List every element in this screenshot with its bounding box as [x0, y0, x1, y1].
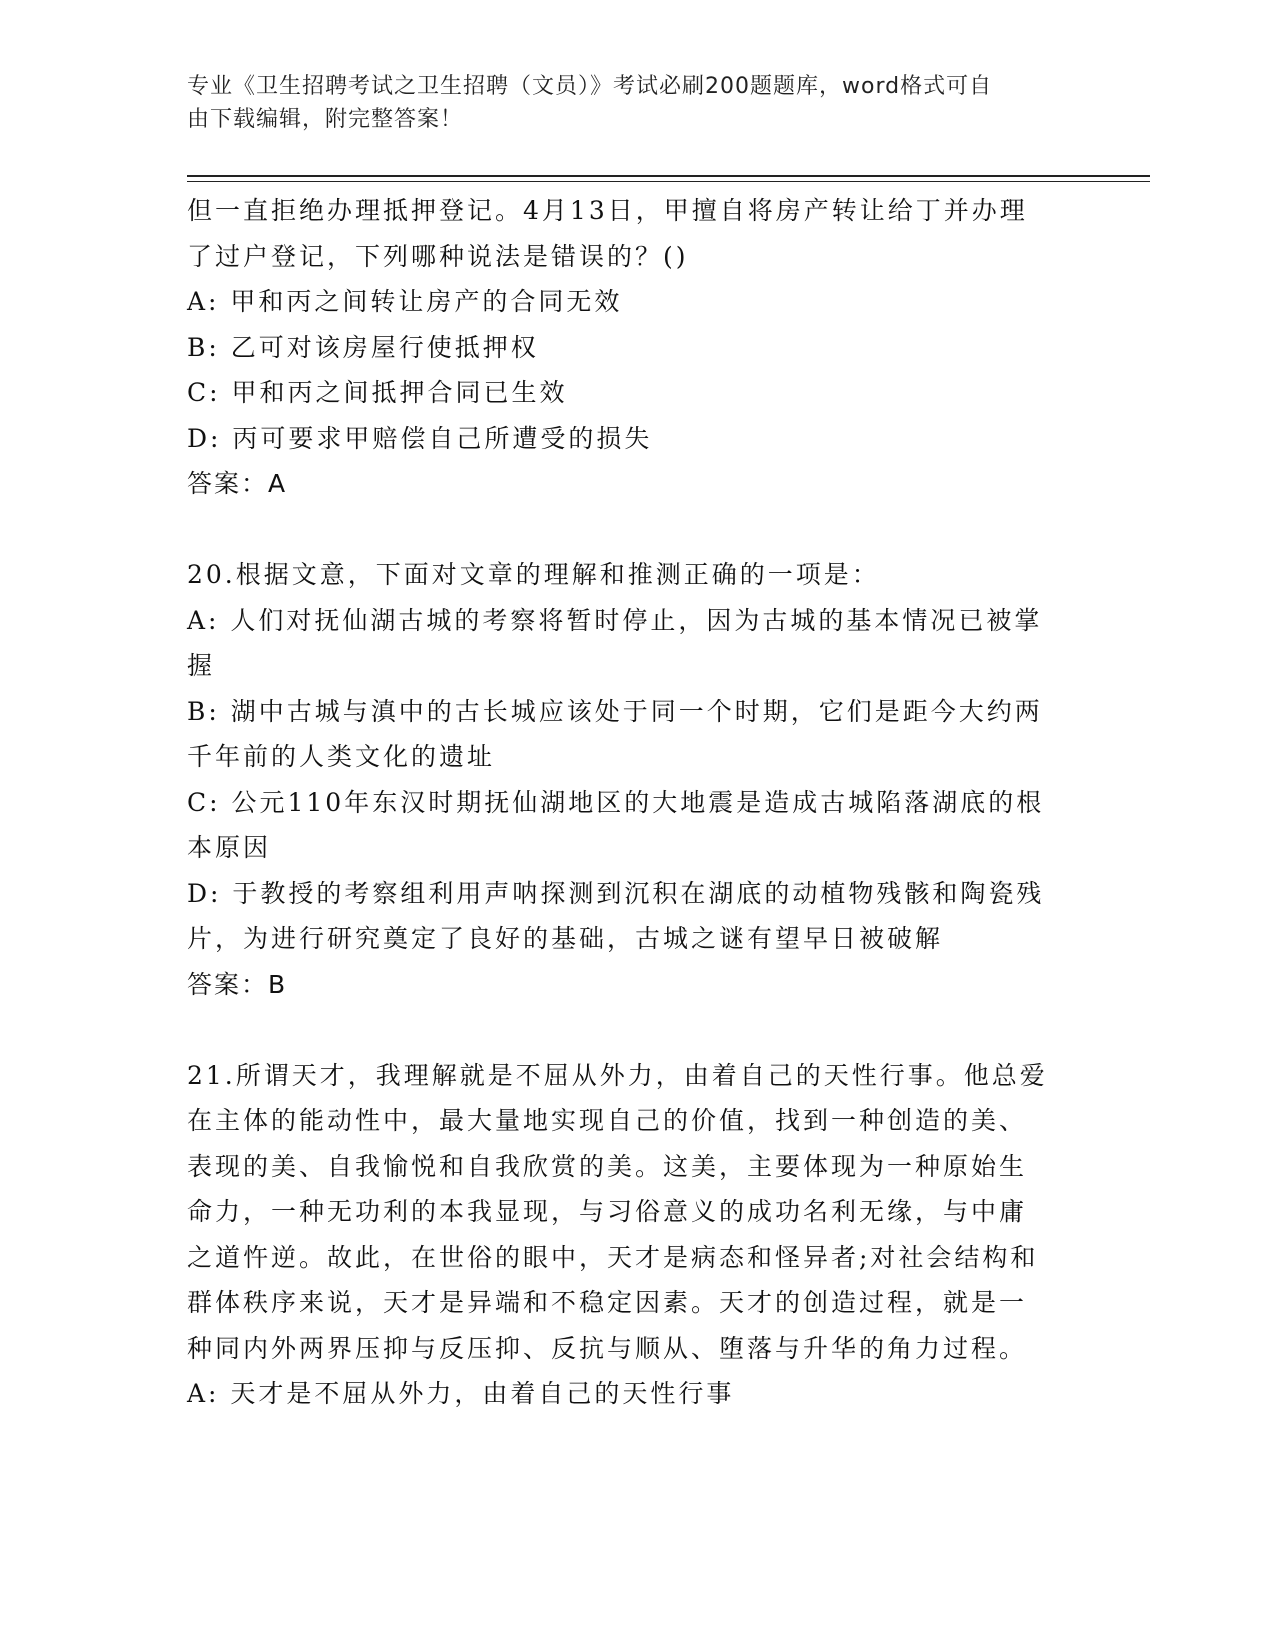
spacer — [187, 507, 1087, 553]
option-b: B: 乙可对该房屋行使抵押权 — [187, 332, 539, 362]
option-d: D: 于教授的考察组利用声呐探测到沉积在湖底的动植物残骸和陶瓷残 — [187, 878, 1045, 908]
option-a: A: 天才是不屈从外力，由着自己的天性行事 — [187, 1379, 735, 1408]
header-rule-thick — [187, 175, 1150, 177]
question-20 — [187, 552, 1087, 1007]
option-a: A: 甲和丙之间转让房产的合同无效 — [187, 287, 623, 316]
header-title-line-2: 由下载编辑，附完整答案！ — [187, 107, 464, 132]
document-header — [187, 70, 1087, 136]
question-stem-line: 在主体的能动性中，最大量地实现自己的价值，找到一种创造的美、 — [187, 1106, 1028, 1135]
question-21 — [187, 1053, 1087, 1417]
question-19 — [187, 188, 1087, 507]
question-stem-line: 之道忤逆。故此，在世俗的眼中，天才是病态和怪异者;对社会结构和 — [187, 1242, 1039, 1272]
option-c-continued: 本原因 — [187, 833, 272, 862]
option-c: C: 甲和丙之间抵押合同已生效 — [187, 378, 568, 407]
option-c: C: 公元110年东汉时期抚仙湖地区的大地震是造成古城陷落湖底的根 — [187, 787, 1045, 817]
question-stem-line: 了过户登记，下列哪种说法是错误的？() — [187, 241, 689, 271]
question-stem-line: 种同内外两界压抑与反压抑、反抗与顺从、堕落与升华的角力过程。 — [187, 1333, 1028, 1363]
answer-line: 答案：A — [187, 469, 288, 498]
question-stem-line: 表现的美、自我愉悦和自我欣赏的美。这美，主要体现为一种原始生 — [187, 1151, 1028, 1181]
question-stem-line: 群体秩序来说，天才是异端和不稳定因素。天才的创造过程，就是一 — [187, 1288, 1028, 1317]
answer-line: 答案：B — [187, 969, 288, 999]
option-a-continued: 握 — [187, 651, 216, 680]
document-body — [187, 188, 1087, 1417]
option-b-continued: 千年前的人类文化的遗址 — [187, 742, 496, 771]
option-d: D: 丙可要求甲赔偿自己所遭受的损失 — [187, 423, 653, 453]
header-title-line-1: 专业《卫生招聘考试之卫生招聘（文员）》考试必刷200题题库，word格式可自 — [187, 74, 993, 99]
question-stem-line: 但一直拒绝办理抵押登记。4月13日，甲擅自将房产转让给丁并办理 — [187, 196, 1028, 225]
question-stem-line: 21.所谓天才，我理解就是不屈从外力，由着自己的天性行事。他总爱 — [187, 1060, 1048, 1090]
option-b: B: 湖中古城与滇中的古长城应该处于同一个时期，它们是距今大约两 — [187, 696, 1043, 726]
question-stem-line: 命力，一种无功利的本我显现，与习俗意义的成功名利无缘，与中庸 — [187, 1197, 1028, 1226]
option-a: A: 人们对抚仙湖古城的考察将暂时停止，因为古城的基本情况已被掌 — [187, 605, 1043, 635]
header-rule-thin — [187, 181, 1150, 182]
option-d-continued: 片，为进行研究奠定了良好的基础，古城之谜有望早日被破解 — [187, 924, 944, 953]
question-stem-line: 20.根据文意，下面对文章的理解和推测正确的一项是： — [187, 560, 880, 589]
spacer — [187, 1007, 1087, 1053]
